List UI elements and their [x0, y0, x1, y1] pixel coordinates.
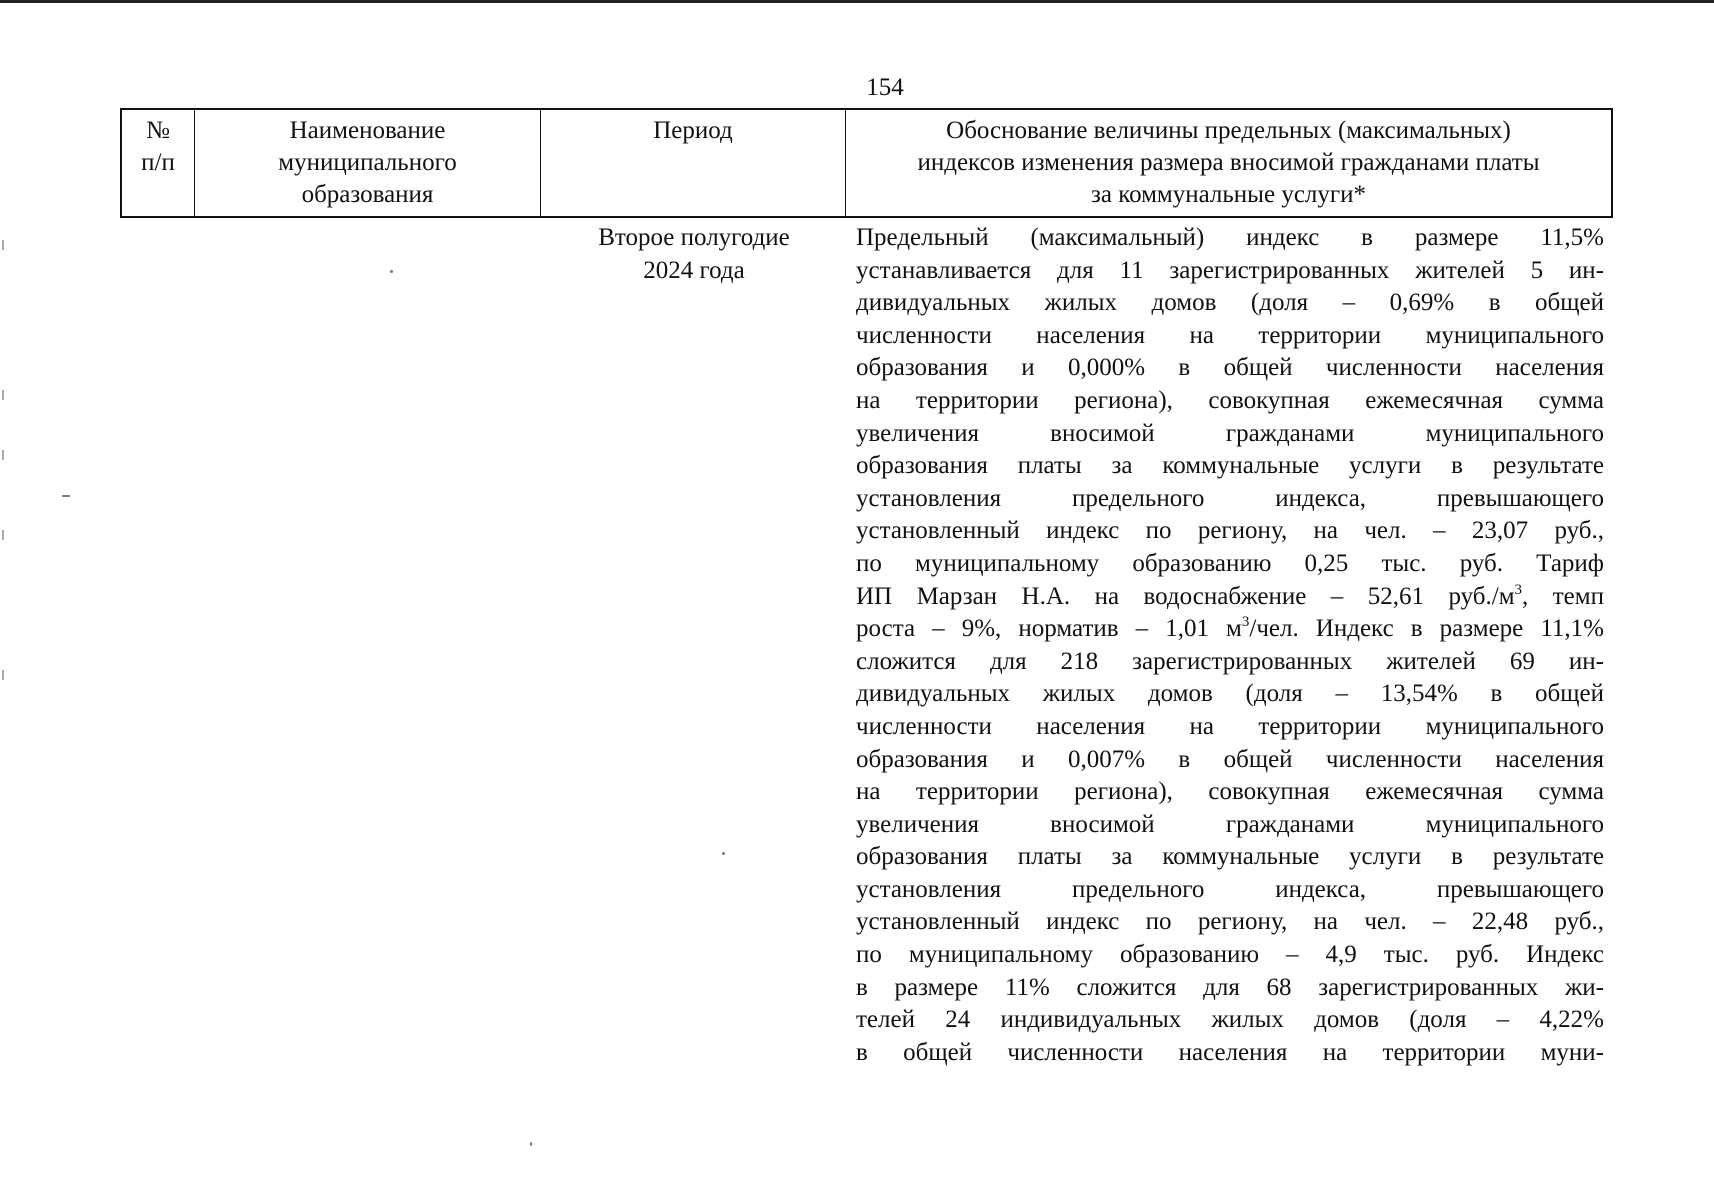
basis-line: на территории региона), совокупная ежемесячная сумма — [856, 386, 1604, 414]
scan-speck — [390, 270, 393, 273]
period-line: 2024 года — [643, 256, 745, 284]
basis-line: по муниципальному образованию – 4,9 тыс. руб. Индекс — [856, 941, 1604, 969]
header-text: образования — [301, 181, 434, 208]
header-text: № — [146, 117, 170, 144]
header-text: муниципального — [278, 149, 457, 176]
header-cell-number — [122, 110, 195, 216]
header-text: п/п — [141, 149, 175, 176]
header-text: Обоснование величины предельных (максимальных) — [946, 117, 1511, 144]
scan-margin-marks — [0, 200, 10, 800]
basis-line: образования и 0,000% в общей численности населения — [856, 354, 1604, 382]
basis-line: дивидуальных жилых домов (доля – 13,54% в общей — [856, 680, 1604, 708]
scan-speck — [62, 495, 70, 497]
basis-line: образования платы за коммунальные услуги в результате — [856, 452, 1604, 480]
basis-line: увеличения вносимой гражданами муниципального — [856, 419, 1604, 447]
table-header — [120, 108, 1613, 218]
scan-top-edge — [0, 0, 1714, 3]
basis-line: увеличения вносимой гражданами муниципального — [856, 810, 1604, 838]
basis-line: в размере 11% сложится для 68 зарегистрированных жи- — [856, 973, 1604, 1001]
basis-line: установления предельного индекса, превышающего — [856, 484, 1604, 512]
header-text: Период — [653, 117, 733, 144]
header-text: индексов изменения размера вносимой гражданами платы — [917, 149, 1540, 176]
basis-line: сложится для 218 зарегистрированных жителей 69 ин- — [856, 647, 1604, 675]
page-number: 154 — [866, 74, 904, 101]
basis-line: устанавливается для 11 зарегистрированных жителей 5 ин- — [856, 256, 1604, 284]
basis-line: роста – 9%, норматив – 1,01 $м^3$/чел. Индекс в размере 11,1% — [856, 614, 1605, 643]
basis-line: установленный индекс по региону, на чел. – 22,48 руб., — [856, 908, 1604, 936]
basis-line: численности населения на территории муниципального — [856, 321, 1604, 349]
basis-line: образования платы за коммунальные услуги в результате — [856, 843, 1604, 871]
basis-line: в общей численности населения на территории муни- — [856, 1038, 1604, 1066]
header-text: Наименование — [289, 117, 446, 144]
basis-line: установления предельного индекса, превышающего — [856, 875, 1604, 903]
header-cell-municipality — [195, 110, 541, 216]
basis-line: по муниципальному образованию 0,25 тыс. руб. Тариф — [856, 549, 1604, 577]
basis-line: установленный индекс по региону, на чел. – 23,07 руб., — [856, 517, 1604, 545]
header-cell-period — [541, 110, 846, 216]
basis-line: на территории региона), совокупная ежемесячная сумма — [856, 778, 1604, 806]
header-cell-basis — [846, 110, 1611, 216]
basis-line: образования и 0,007% в общей численности населения — [856, 745, 1604, 773]
basis-line: численности населения на территории муниципального — [856, 712, 1604, 740]
basis-line: Предельный (максимальный) индекс в размере 11,5% — [856, 224, 1604, 251]
header-text: за коммунальные услуги* — [1090, 181, 1367, 208]
period-cell — [574, 222, 814, 287]
scan-speck — [722, 852, 725, 855]
scan-speck — [530, 1142, 532, 1146]
basis-paragraph — [856, 222, 1604, 1069]
basis-line: телей 24 индивидуальных жилых домов (доля – 4,22% — [856, 1006, 1604, 1034]
basis-line: ИП Марзан Н.А. на водоснабжение – 52,61 $руб./м^3$, темп — [856, 581, 1604, 610]
period-line: Второе полугодие — [598, 224, 790, 251]
basis-line: дивидуальных жилых домов (доля – 0,69% в общей — [856, 289, 1604, 317]
